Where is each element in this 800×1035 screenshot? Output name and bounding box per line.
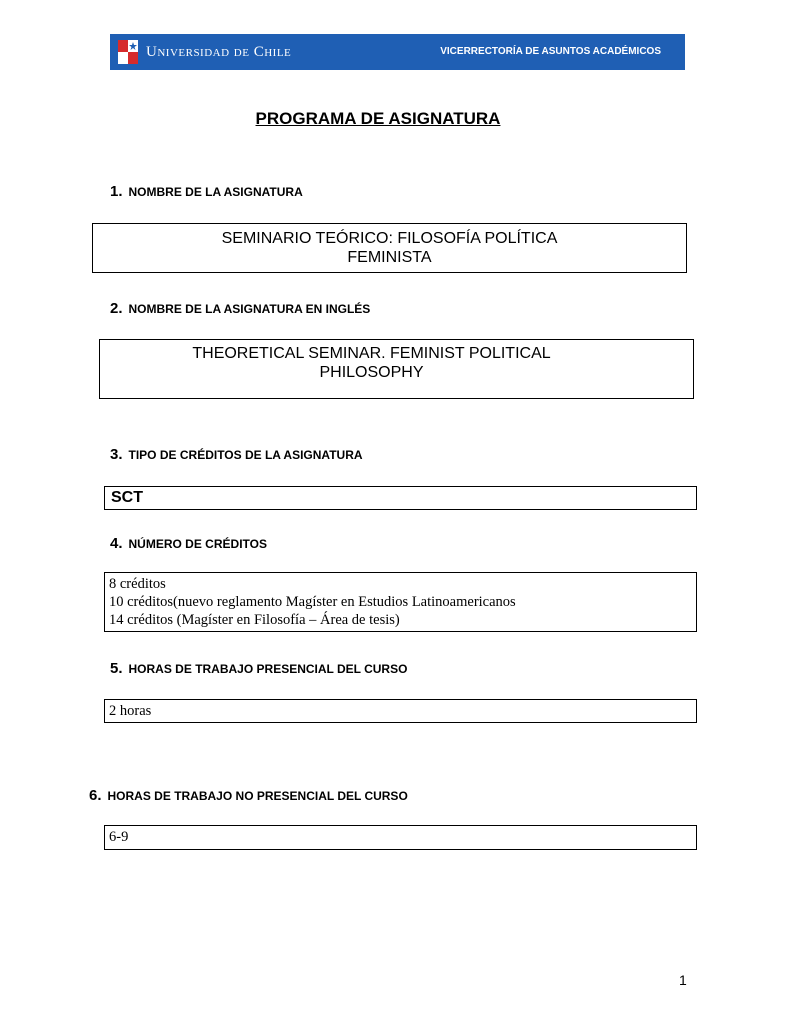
section-3-number: 3. [110,446,123,463]
course-name-english-box [99,339,694,399]
section-2-heading [110,300,370,317]
university-header-banner [110,34,685,70]
section-1-heading [110,183,303,200]
non-in-person-hours-value: 6-9 [109,829,129,845]
course-name-english-line-1: THEORETICAL SEMINAR. FEMINIST POLITICAL [192,345,551,362]
section-6-heading [89,787,408,804]
in-person-hours-box [104,699,697,723]
credits-line-1: 8 créditos [109,576,166,592]
course-name-line-1: SEMINARIO TEÓRICO: FILOSOFÍA POLÍTICA [221,230,558,247]
section-4-number: 4. [110,535,123,552]
section-5-number: 5. [110,660,123,677]
credit-type-box [104,486,697,510]
section-2-title: NOMBRE DE LA ASIGNATURA EN INGLÉS [128,302,371,316]
section-1-title: NOMBRE DE LA ASIGNATURA [128,185,303,199]
section-3-heading [110,446,363,463]
credits-line-2: 10 créditos(nuevo reglamento Magíster en Estudios Latinoamericanos [109,594,516,610]
university-crest-icon [117,38,139,66]
section-5-heading [110,660,407,677]
university-name: Universidad de Chile [146,44,292,60]
credits-line-3: 14 créditos (Magíster en Filosofía – Área de tesis) [109,612,400,628]
section-6-title: HORAS DE TRABAJO NO PRESENCIAL DEL CURSO [107,789,408,803]
section-2-number: 2. [110,300,123,317]
course-name-box [92,223,687,273]
office-name: VICERRECTORÍA DE ASUNTOS ACADÉMICOS [440,46,661,57]
non-in-person-hours-box [104,825,697,850]
in-person-hours-value: 2 horas [109,703,152,719]
section-6-number: 6. [89,787,102,804]
section-4-title: NÚMERO DE CRÉDITOS [128,537,267,551]
section-5-title: HORAS DE TRABAJO PRESENCIAL DEL CURSO [128,662,408,676]
section-3-title: TIPO DE CRÉDITOS DE LA ASIGNATURA [128,448,363,462]
page-number: 1 [679,972,687,988]
credits-number-box [104,572,697,632]
section-4-heading [110,535,267,552]
course-name-english-line-2: PHILOSOPHY [319,364,424,381]
page-title: PROGRAMA DE ASIGNATURA [255,109,501,128]
course-name-line-2: FEMINISTA [347,249,432,266]
credit-type-value: SCT [111,489,143,506]
section-1-number: 1. [110,183,123,200]
